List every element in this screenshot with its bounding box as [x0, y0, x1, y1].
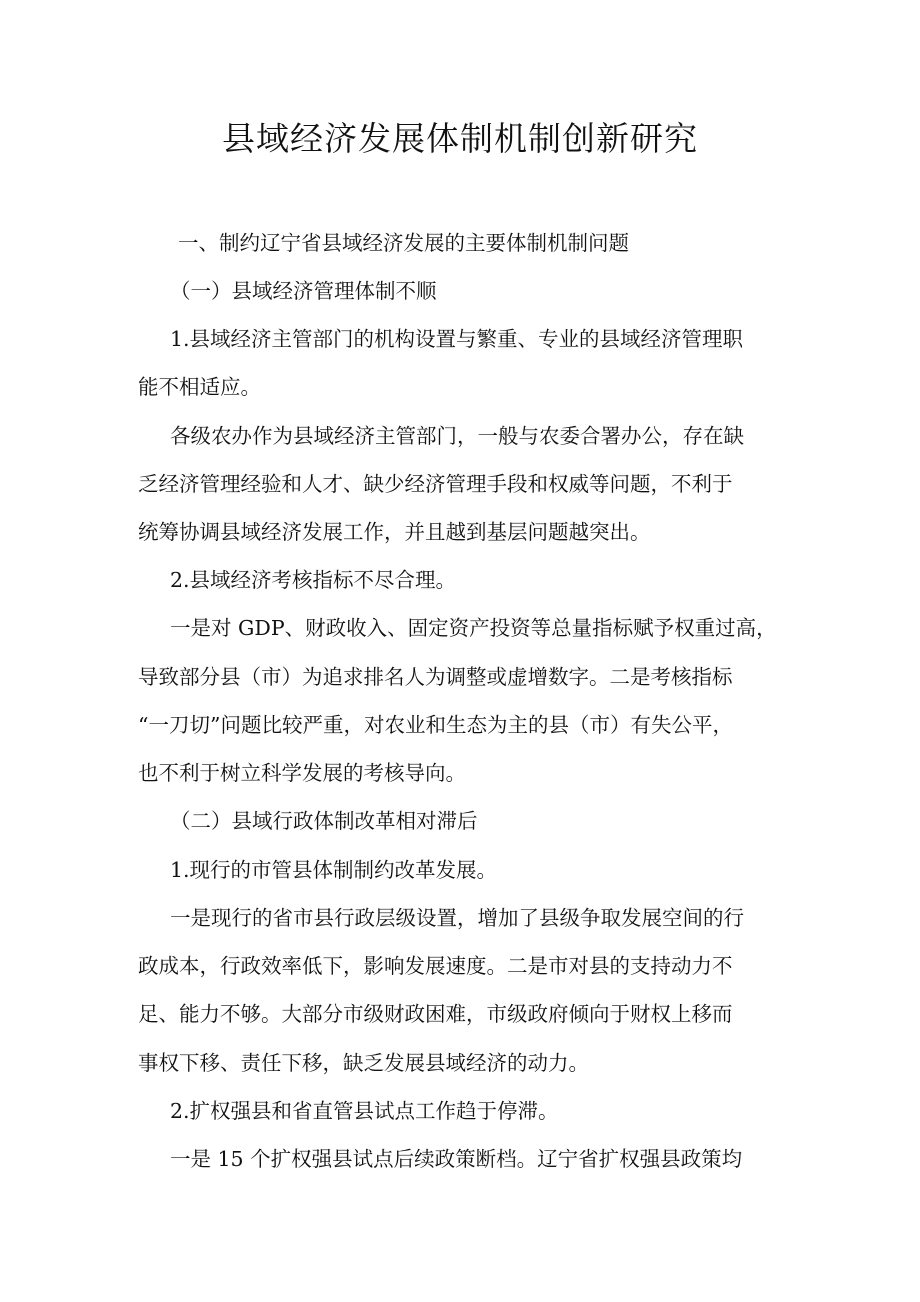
item-heading-2-2: 2.扩权强县和省直管县试点工作趋于停滞。 [170, 1099, 559, 1123]
section-heading-1: 一、制约辽宁省县域经济发展的主要体制机制问题 [178, 231, 629, 255]
paragraph-line: 乏经济管理经验和人才、缺少经济管理手段和权威等问题，不利于 [138, 472, 733, 496]
subsection-heading-2: （二）县域行政体制改革相对滞后 [170, 809, 478, 833]
item-heading-2-1: 1.现行的市管县体制制约改革发展。 [170, 858, 498, 882]
document-title: 县域经济发展体制机制创新研究 [222, 119, 698, 158]
paragraph-line: 足、能力不够。大部分市级财政困难，市级政府倾向于财权上移而 [138, 1002, 733, 1026]
paragraph-line: 一是 15 个扩权强县试点后续政策断档。辽宁省扩权强县政策均 [170, 1147, 743, 1171]
paragraph-line: 导致部分县（市）为追求排名人为调整或虚增数字。二是考核指标 [138, 665, 733, 689]
paragraph-line: 各级农办作为县域经济主管部门，一般与农委合署办公，存在缺 [170, 424, 744, 448]
item-heading-1-2: 2.县域经济考核指标不尽合理。 [170, 568, 457, 592]
paragraph-line: 事权下移、责任下移，缺乏发展县域经济的动力。 [138, 1051, 589, 1075]
paragraph-line: 政成本，行政效率低下，影响发展速度。二是市对县的支持动力不 [138, 954, 733, 978]
paragraph-line: 一是对 GDP、财政收入、固定资产投资等总量指标赋予权重过高， [170, 616, 777, 640]
paragraph-line: “一刀切”问题比较严重，对农业和生态为主的县（市）有失公平， [138, 713, 733, 737]
paragraph-line: 也不利于树立科学发展的考核导向。 [138, 761, 466, 785]
subsection-heading-1: （一）县域经济管理体制不顺 [170, 279, 437, 303]
item-heading-1-1: 1.县域经济主管部门的机构设置与繁重、专业的县域经济管理职 [170, 327, 744, 351]
paragraph-line: 能不相适应。 [138, 375, 261, 399]
paragraph-line: 一是现行的省市县行政层级设置，增加了县级争取发展空间的行 [170, 906, 744, 930]
paragraph-line: 统筹协调县域经济发展工作，并且越到基层问题越突出。 [138, 520, 651, 544]
